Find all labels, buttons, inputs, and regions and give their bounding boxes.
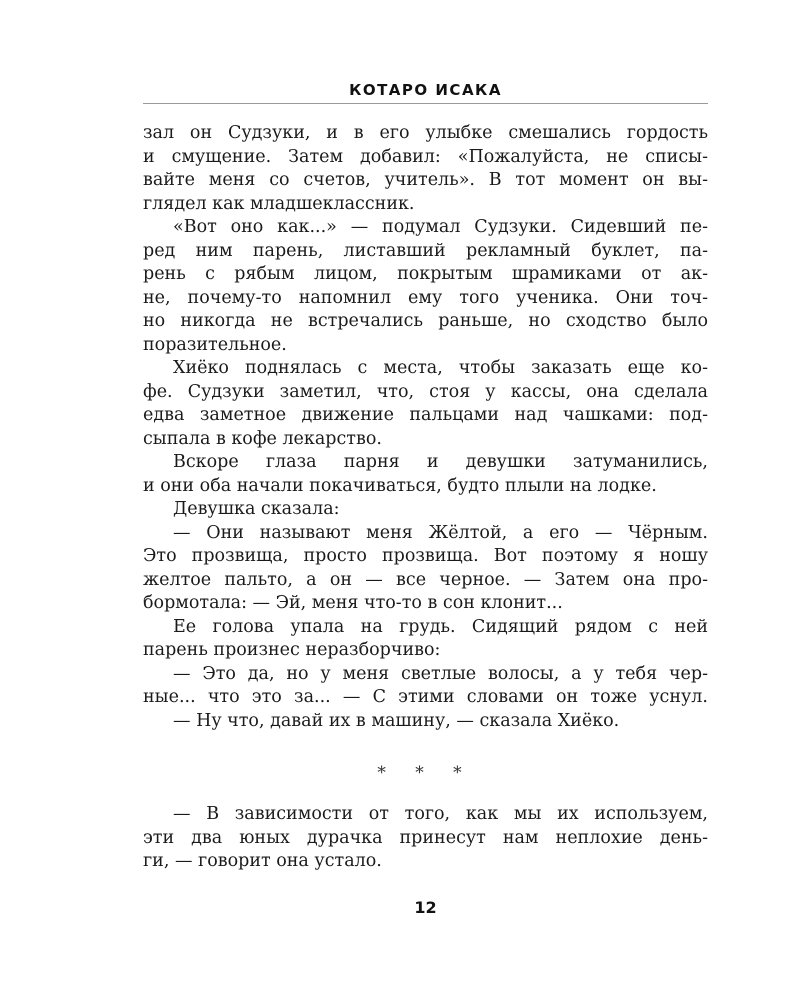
text-line: и смущение. Затем добавил: «Пожалуйста, не списы- (143, 146, 708, 167)
text-line: желтое пальто, а он — все черное. — Затем она про- (143, 569, 708, 590)
text-line: вайте меня со счетов, учитель». В тот момент он вы- (143, 170, 708, 190)
section-break: * * * (377, 763, 474, 783)
text-line: ред ним парень, листавший рекламный буклет, па- (143, 240, 708, 261)
text-line: парень произнес неразборчиво: (143, 640, 441, 660)
text-line: но никогда не встречались раньше, но сходство было (143, 311, 708, 331)
text-line: Вскоре глаза парня и девушки затуманились, (173, 452, 708, 472)
text-line: Это прозвища, просто прозвища. Вот поэтому я ношу (143, 546, 708, 566)
text-line: — Это да, но у меня светлые волосы, а у тебя чер- (173, 663, 708, 684)
text-line: — В зависимости от того, как мы их используем, (173, 804, 708, 824)
text-line: — Ну что, давай их в машину, — сказала Хиёко. (173, 710, 620, 731)
page-number: 12 (414, 898, 437, 917)
text-line: «Вот оно как...» — подумал Судзуки. Сидевший пе- (173, 217, 708, 237)
text-line: поразительное. (143, 334, 287, 355)
text-line: ные... что это за... — С этими словами он тоже уснул. (143, 687, 708, 707)
text-line: сыпала в кофе лекарство. (143, 428, 382, 449)
text-line: и они оба начали покачиваться, будто плыли на лодке. (143, 475, 657, 496)
text-line: — Они называют меня Жёлтой, а его — Чёрным. (173, 522, 708, 543)
text-line: Ее голова упала на грудь. Сидящий рядом с ней (173, 616, 708, 637)
text-line: едва заметное движение пальцами над чашками: под- (143, 405, 708, 425)
text-line: рень с рябым лицом, покрытым шрамиками от ак- (143, 264, 708, 284)
text-line: Хиёко поднялась с места, чтобы заказать еще ко- (173, 358, 708, 378)
running-head-title: КОТАРО ИСАКА (349, 81, 502, 99)
text-line: глядел как младшеклассник. (143, 193, 415, 214)
header-rule (143, 103, 708, 104)
main-text (143, 122, 708, 733)
text-line: эти два юных дурачка принесут нам неплохие день- (143, 827, 708, 848)
text-line: Девушка сказала: (173, 499, 340, 519)
tail-text (143, 803, 708, 874)
text-line: не, почему-то напомнил ему того ученика. Они точ- (143, 287, 708, 308)
text-line: ги, — говорит она устало. (143, 851, 382, 871)
text-line: зал он Судзуки, и в его улыбке смешались гордость (143, 123, 708, 143)
text-line: фе. Судзуки заметил, что, стоя у кассы, она сделала (143, 381, 708, 402)
text-line: бормотала: — Эй, меня что-то в сон клонит... (143, 593, 563, 613)
